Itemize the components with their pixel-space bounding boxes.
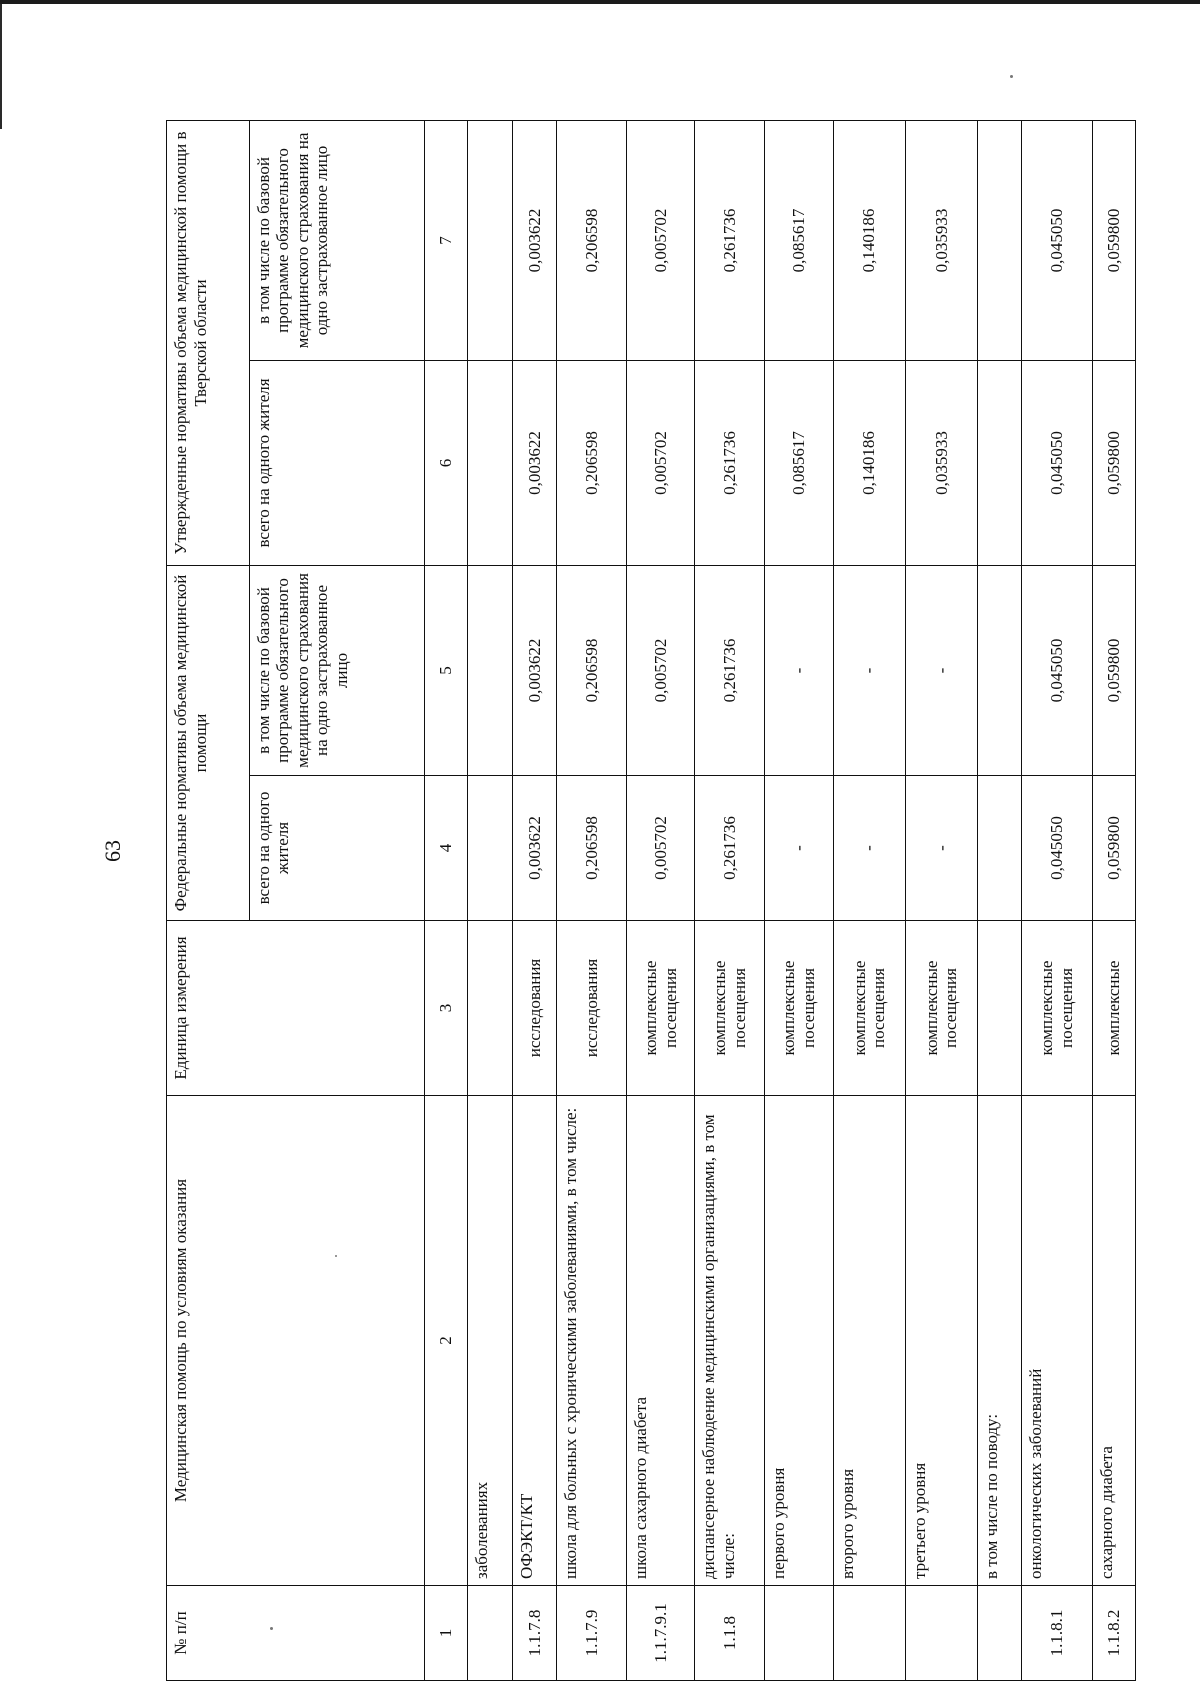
row-value-f5: 0,005702	[627, 565, 695, 775]
row-number: 1.1.8.2	[1092, 1586, 1135, 1681]
row-number: 1.1.7.9	[557, 1586, 627, 1681]
col-number: 4	[424, 776, 467, 921]
scan-edge-top	[0, 0, 1200, 4]
row-value-f4: 0,045050	[1022, 776, 1092, 921]
scan-speck	[270, 1627, 273, 1630]
row-number	[468, 1586, 512, 1681]
row-value-a7: 0,085617	[765, 120, 833, 360]
row-number	[765, 1586, 833, 1681]
header-unit: Единица измерения	[167, 921, 425, 1096]
row-value-f4	[468, 776, 512, 921]
col-number: 7	[424, 120, 467, 360]
row-care-type: ОФЭКТ/КТ	[512, 1096, 556, 1586]
row-unit: комплексные посещения	[905, 921, 977, 1096]
row-value-f5: 0,206598	[557, 565, 627, 775]
row-care-type: второго уровня	[833, 1096, 905, 1586]
row-value-f4: -	[765, 776, 833, 921]
scan-speck	[1010, 75, 1013, 78]
row-care-type: сахарного диабета	[1092, 1096, 1135, 1586]
row-care-type: школа сахарного диабета	[627, 1096, 695, 1586]
row-value-f5	[978, 565, 1022, 775]
table-row	[905, 120, 977, 1680]
table-row	[833, 120, 905, 1680]
row-value-a7: 0,005702	[627, 120, 695, 360]
row-value-f5: -	[765, 565, 833, 775]
header-care: Медицинская помощь по условиям оказания	[167, 1096, 425, 1586]
col-number: 6	[424, 360, 467, 565]
row-value-a7: 0,059800	[1092, 120, 1135, 360]
row-value-a7: 0,035933	[905, 120, 977, 360]
row-care-type: школа для больных с хроническими заболеваниями, в том числе:	[557, 1096, 627, 1586]
row-unit: комплексные посещения	[695, 921, 765, 1096]
col-number: 2	[424, 1096, 467, 1586]
row-number	[978, 1586, 1022, 1681]
row-unit	[468, 921, 512, 1096]
row-unit	[978, 921, 1022, 1096]
row-value-f4: 0,059800	[1092, 776, 1135, 921]
row-value-a7	[978, 120, 1022, 360]
row-value-f4: 0,261736	[695, 776, 765, 921]
row-value-a7: 0,261736	[695, 120, 765, 360]
col-number: 1	[424, 1586, 467, 1681]
header-fed-oms: в том числе по базовой программе обязательного медицинского страхования на одно застрахованное лицо	[249, 565, 424, 775]
row-value-f5: 0,003622	[512, 565, 556, 775]
row-unit: комплексные	[1092, 921, 1135, 1096]
norms-table	[166, 120, 1136, 1681]
row-value-f5: -	[905, 565, 977, 775]
row-value-f5	[468, 565, 512, 775]
row-value-a7: 0,003622	[512, 120, 556, 360]
row-care-type: онкологических заболеваний	[1022, 1096, 1092, 1586]
row-value-a6	[978, 360, 1022, 565]
row-value-a6	[468, 360, 512, 565]
row-care-type: диспансерное наблюдение медицинскими организациями, в том числе:	[695, 1096, 765, 1586]
row-value-f5: 0,059800	[1092, 565, 1135, 775]
row-value-a6: 0,261736	[695, 360, 765, 565]
col-number: 3	[424, 921, 467, 1096]
table-body	[468, 120, 1136, 1680]
row-value-a7	[468, 120, 512, 360]
row-number	[833, 1586, 905, 1681]
table-row	[557, 120, 627, 1680]
header-app-oms: в том числе по базовой программе обязательного медицинского страхования на одно застрахованное лицо	[249, 120, 424, 360]
row-number: 1.1.7.9.1	[627, 1586, 695, 1681]
row-value-f4: 0,206598	[557, 776, 627, 921]
row-care-type: заболеваниях	[468, 1096, 512, 1586]
row-value-f4: -	[905, 776, 977, 921]
scan-speck	[335, 1255, 337, 1257]
row-value-a6: 0,035933	[905, 360, 977, 565]
row-number	[905, 1586, 977, 1681]
scan-edge-left	[0, 4, 2, 129]
row-value-f5: -	[833, 565, 905, 775]
table-row	[695, 120, 765, 1680]
row-value-a7: 0,140186	[833, 120, 905, 360]
row-value-a6: 0,003622	[512, 360, 556, 565]
row-value-a7: 0,206598	[557, 120, 627, 360]
row-unit: комплексные посещения	[627, 921, 695, 1096]
row-care-type: первого уровня	[765, 1096, 833, 1586]
header-approved: Утвержденные нормативы объема медицинской помощи в Тверской области	[167, 120, 250, 565]
row-value-f4	[978, 776, 1022, 921]
row-value-a6: 0,059800	[1092, 360, 1135, 565]
row-care-type: третьего уровня	[905, 1096, 977, 1586]
table-row	[468, 120, 512, 1680]
row-value-f4: -	[833, 776, 905, 921]
row-value-f5: 0,045050	[1022, 565, 1092, 775]
table-row	[978, 120, 1022, 1680]
row-unit: комплексные посещения	[1022, 921, 1092, 1096]
row-number: 1.1.8.1	[1022, 1586, 1092, 1681]
row-value-f4: 0,005702	[627, 776, 695, 921]
header-num: № п/п	[167, 1586, 425, 1681]
row-value-a6: 0,045050	[1022, 360, 1092, 565]
column-number-row	[424, 120, 467, 1680]
row-unit: исследования	[512, 921, 556, 1096]
table-row	[765, 120, 833, 1680]
row-value-a6: 0,140186	[833, 360, 905, 565]
header-app-all: всего на одного жителя	[249, 360, 424, 565]
table-row	[512, 120, 556, 1680]
table-row	[627, 120, 695, 1680]
row-value-a6: 0,206598	[557, 360, 627, 565]
row-number: 1.1.7.8	[512, 1586, 556, 1681]
row-unit: комплексные посещения	[765, 921, 833, 1096]
row-value-a6: 0,085617	[765, 360, 833, 565]
row-care-type: в том числе по поводу:	[978, 1096, 1022, 1586]
rotated-table-wrapper	[166, 121, 1136, 1681]
row-value-f5: 0,261736	[695, 565, 765, 775]
row-number: 1.1.8	[695, 1586, 765, 1681]
col-number: 5	[424, 565, 467, 775]
row-unit: комплексные посещения	[833, 921, 905, 1096]
header-federal: Федеральные нормативы объема медицинской помощи	[167, 565, 250, 920]
table-row	[1022, 120, 1092, 1680]
row-unit: исследования	[557, 921, 627, 1096]
table-row	[1092, 120, 1135, 1680]
page-number: 63	[100, 840, 125, 862]
row-value-a7: 0,045050	[1022, 120, 1092, 360]
header-fed-all: всего на одного жителя	[249, 776, 424, 921]
row-value-f4: 0,003622	[512, 776, 556, 921]
row-value-a6: 0,005702	[627, 360, 695, 565]
